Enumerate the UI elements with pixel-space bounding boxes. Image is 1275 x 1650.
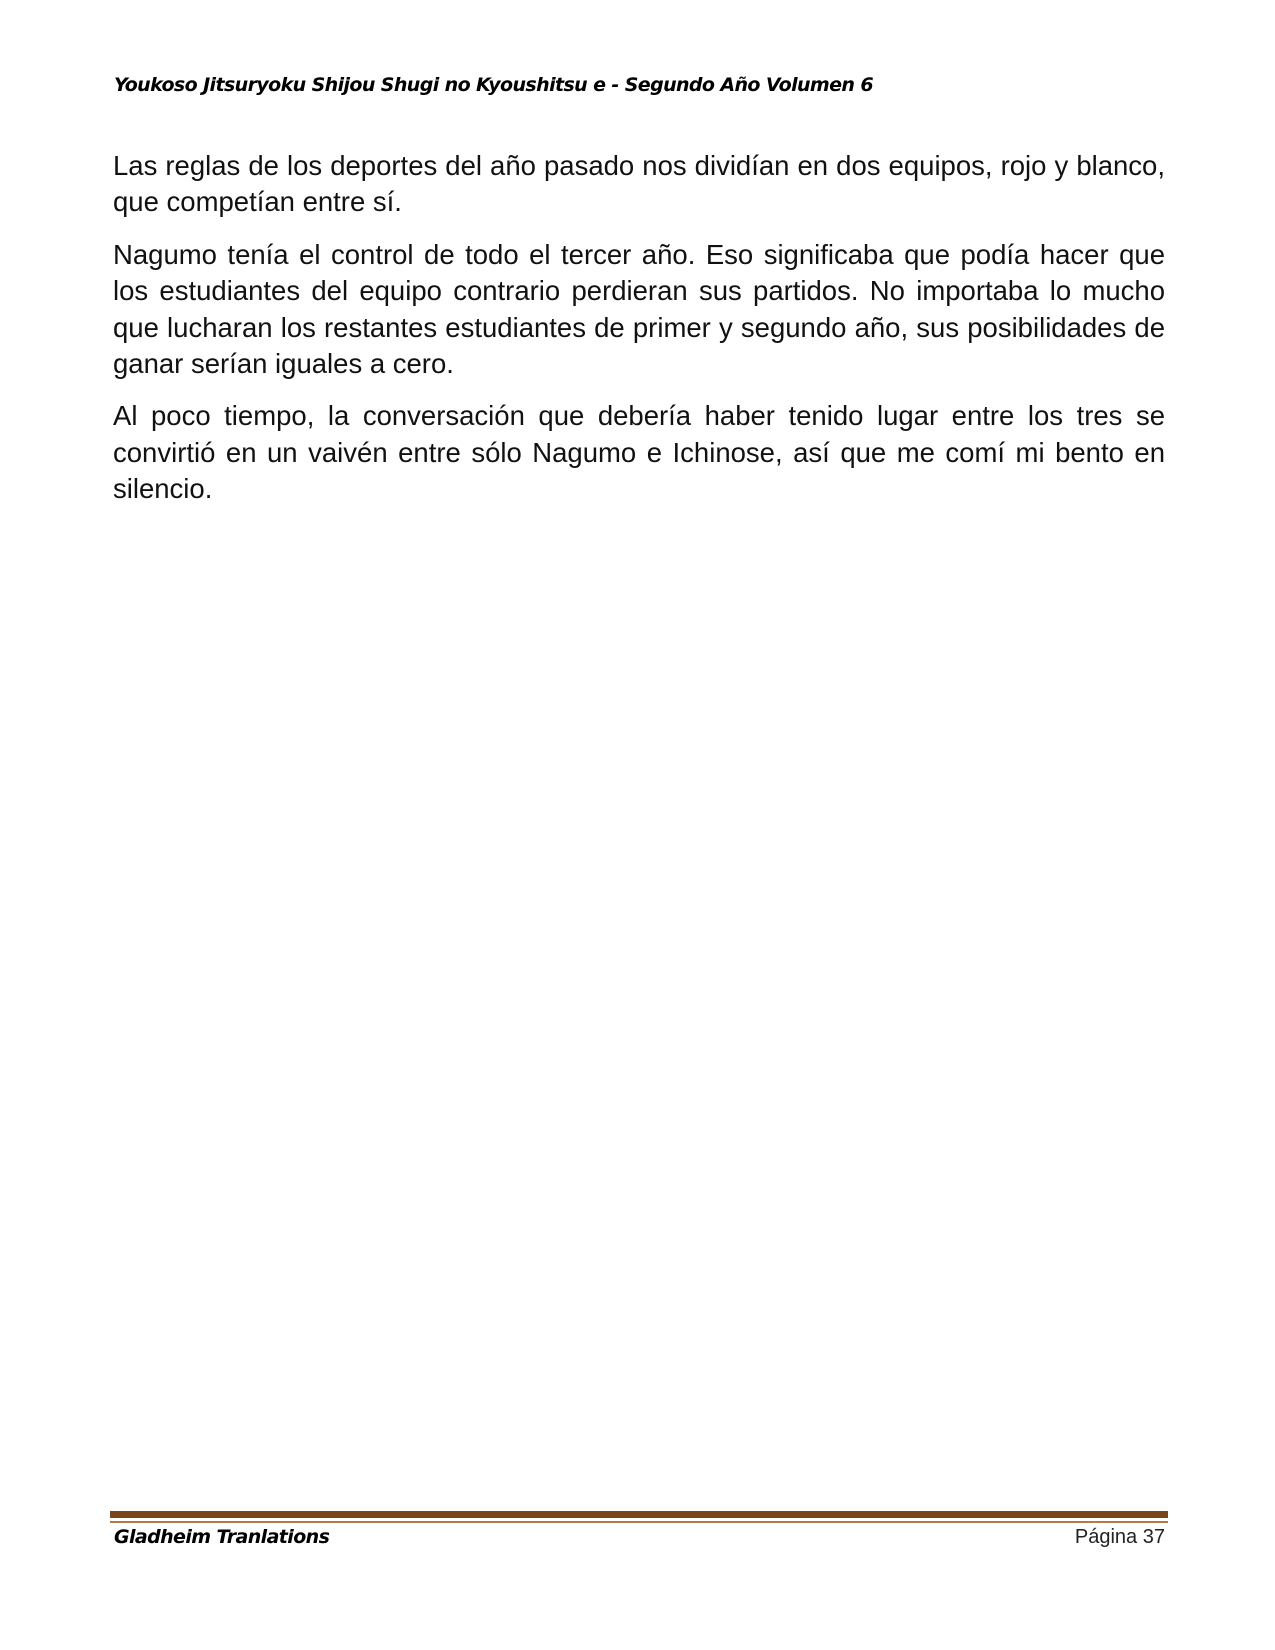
body-text [113, 148, 1165, 524]
page-number [1075, 1526, 1165, 1549]
footer-rule-thick [110, 1511, 1168, 1518]
page-label: Página [1074, 1526, 1138, 1548]
running-header: Youkoso Jitsuryoku Shijou Shugi no Kyoushitsu e - Segundo Año Volumen 6 [114, 74, 873, 96]
paragraph: Al poco tiempo, la conversación que debería haber tenido lugar entre los tres se convirtió en un vaivén entre sólo Nagumo e Ichinose, así que me comí mi bento en silencio. [113, 400, 1165, 505]
footer-rule-thin [110, 1521, 1168, 1523]
footer-credit: Gladheim Tranlations [114, 1526, 330, 1548]
paragraph: Las reglas de los deportes del año pasado nos dividían en dos equipos, rojo y blanco, que competían entre sí. [113, 150, 1165, 218]
paragraph: Nagumo tenía el control de todo el tercer año. Eso significaba que podía hacer que los estudiantes del equipo contrario perdieran sus partidos. No importaba lo mucho que lucharan los restantes estudiantes de primer y segundo año, sus posibilidades de ganar serían iguales a cero. [113, 238, 1165, 380]
page-number-value: 37 [1142, 1526, 1165, 1548]
